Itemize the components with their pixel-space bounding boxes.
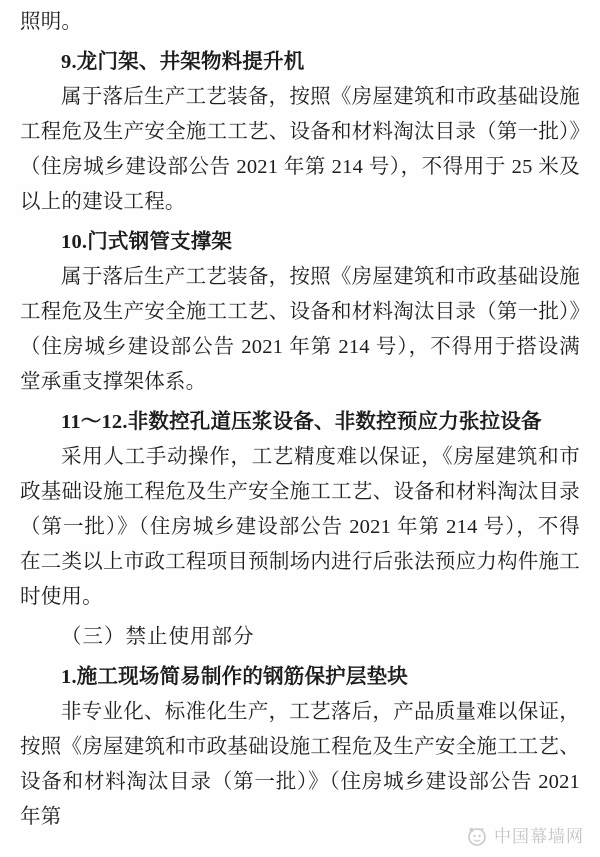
paragraph-item-10: 属于落后生产工艺装备，按照《房屋建筑和市政基础设施工程危及生产安全施工工艺、设备和材料淘汰目录（第一批）》（住房城乡建设部公告 2021 年第 214 号），不得用于搭设满堂承重支撑架体系。 (20, 266, 580, 393)
heading-item-1: 1.施工现场简易制作的钢筋保护层垫块 (61, 666, 408, 688)
heading-item-11-12: 11～12.非数控孔道压浆设备、非数控预应力张拉设备 (61, 411, 542, 433)
paragraph-continuation: 照明。 (20, 11, 83, 33)
paragraph-item-9: 属于落后生产工艺装备，按照《房屋建筑和市政基础设施工程危及生产安全施工工艺、设备和材料淘汰目录（第一批）》（住房城乡建设部公告 2021 年第 214 号），不得用于 25 米及以上的建设工程。 (20, 86, 580, 213)
watermark (465, 824, 584, 848)
site-logo-icon (465, 824, 489, 848)
watermark-text: 中国幕墙网 (494, 826, 584, 846)
heading-item-9: 9.龙门架、井架物料提升机 (61, 51, 305, 73)
paragraph-item-1-truncated: 非专业化、标准化生产，工艺落后，产品质量难以保证，按照《房屋建筑和市政基础设施工程危及生产安全施工工艺、设备和材料淘汰目录（第一批）》（住房城乡建设部公告 2021 年第 (20, 701, 580, 828)
subsection-heading-3: （三）禁止使用部分 (61, 626, 255, 648)
document-body (20, 5, 580, 835)
paragraph-item-11-12: 采用人工手动操作，工艺精度难以保证，《房屋建筑和市政基础设施工程危及生产安全施工工艺、设备和材料淘汰目录（第一批）》（住房城乡建设部公告 2021 年第 214 号），不得在二类以上市政工程项目预制场内进行后张法预应力构件施工时使用。 (20, 446, 580, 608)
heading-item-10: 10.门式钢管支撑架 (61, 231, 233, 253)
